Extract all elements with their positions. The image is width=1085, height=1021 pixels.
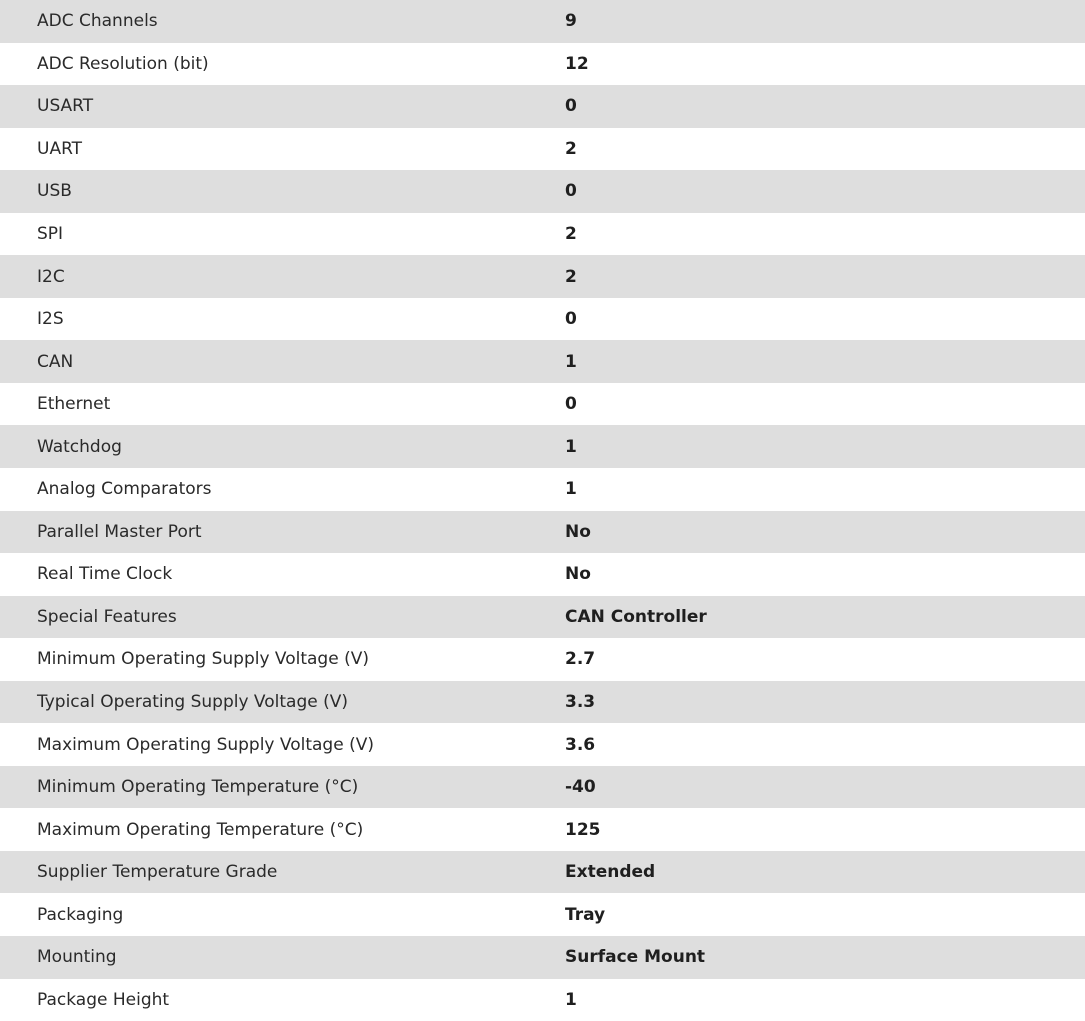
spec-label: Minimum Operating Temperature (°C) — [37, 777, 359, 798]
table-row — [0, 638, 1085, 681]
spec-value: 1 — [565, 989, 577, 1010]
spec-label: USART — [37, 96, 94, 117]
spec-value: No — [565, 564, 591, 585]
spec-value: CAN Controller — [565, 606, 707, 627]
spec-value: 3.3 — [565, 692, 596, 713]
spec-label: USB — [37, 181, 72, 202]
table-row — [0, 766, 1085, 809]
spec-value: -40 — [565, 777, 596, 798]
table-row — [0, 85, 1085, 128]
table-row — [0, 723, 1085, 766]
spec-label: CAN — [37, 351, 74, 372]
spec-value: 2 — [565, 138, 577, 159]
spec-value: 1 — [565, 436, 577, 457]
spec-label: ADC Channels — [37, 11, 158, 32]
spec-label: Watchdog — [37, 436, 122, 457]
spec-value: Extended — [565, 862, 656, 883]
spec-value: 0 — [565, 309, 577, 330]
spec-value: 12 — [565, 53, 589, 74]
spec-value: 1 — [565, 351, 577, 372]
spec-value: Surface Mount — [565, 947, 706, 968]
spec-value: 2 — [565, 266, 577, 287]
table-row — [0, 213, 1085, 256]
spec-value: 0 — [565, 96, 577, 117]
spec-label: Special Features — [37, 606, 177, 627]
spec-value: 0 — [565, 394, 577, 415]
table-row — [0, 383, 1085, 426]
table-row — [0, 170, 1085, 213]
table-row — [0, 255, 1085, 298]
table-row — [0, 43, 1085, 86]
spec-label: Maximum Operating Supply Voltage (V) — [37, 734, 374, 755]
spec-label: Ethernet — [37, 394, 111, 415]
spec-value: 2.7 — [565, 649, 596, 670]
table-row — [0, 128, 1085, 171]
spec-label: Typical Operating Supply Voltage (V) — [37, 692, 348, 713]
spec-label: Package Height — [37, 989, 170, 1010]
table-row — [0, 0, 1085, 43]
spec-value: 1 — [565, 479, 577, 500]
table-row — [0, 553, 1085, 596]
table-row — [0, 298, 1085, 341]
spec-label: ADC Resolution (bit) — [37, 53, 209, 74]
spec-label: Mounting — [37, 947, 117, 968]
table-row — [0, 893, 1085, 936]
table-row — [0, 936, 1085, 979]
spec-label: Minimum Operating Supply Voltage (V) — [37, 649, 369, 670]
table-row — [0, 511, 1085, 554]
table-row — [0, 596, 1085, 639]
spec-value: No — [565, 521, 591, 542]
spec-label: Parallel Master Port — [37, 521, 202, 542]
spec-value: 9 — [565, 11, 577, 32]
table-row — [0, 340, 1085, 383]
spec-label: Packaging — [37, 904, 124, 925]
spec-label: Supplier Temperature Grade — [37, 862, 278, 883]
spec-value: 0 — [565, 181, 577, 202]
spec-value: Tray — [565, 904, 606, 925]
spec-label: Analog Comparators — [37, 479, 212, 500]
table-row — [0, 468, 1085, 511]
table-row — [0, 851, 1085, 894]
table-row — [0, 979, 1085, 1021]
table-row — [0, 808, 1085, 851]
spec-label: I2S — [37, 309, 64, 330]
spec-label: Real Time Clock — [37, 564, 173, 585]
spec-label: I2C — [37, 266, 65, 287]
spec-value: 3.6 — [565, 734, 596, 755]
table-row — [0, 681, 1085, 724]
spec-label: SPI — [37, 224, 64, 244]
table-row — [0, 425, 1085, 468]
spec-value: 125 — [565, 819, 601, 840]
spec-label: UART — [37, 138, 83, 159]
spec-value: 2 — [565, 224, 577, 244]
spec-label: Maximum Operating Temperature (°C) — [37, 819, 364, 840]
